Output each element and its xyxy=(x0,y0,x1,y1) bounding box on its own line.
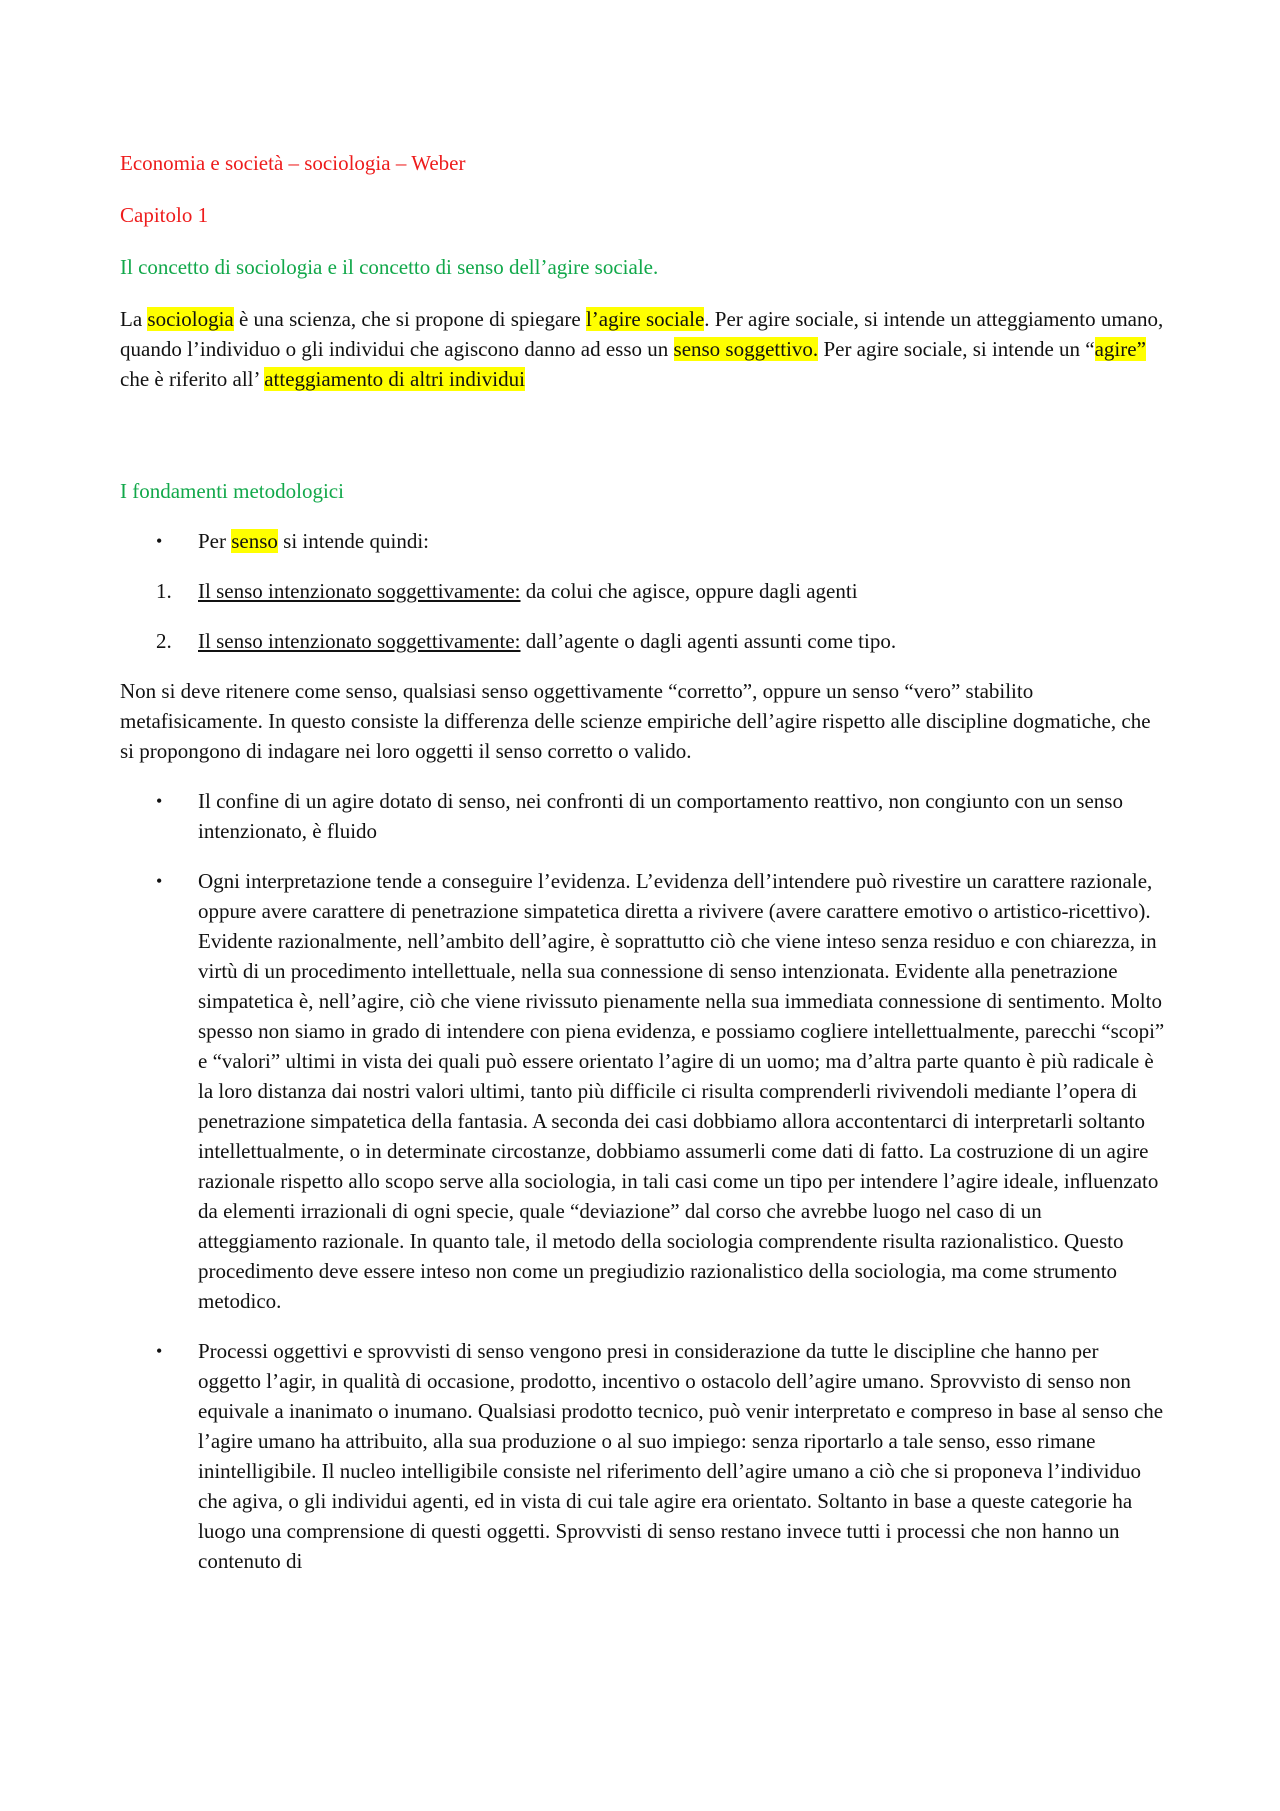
underlined-term: Il senso intenzionato soggettivamente: xyxy=(198,579,521,603)
bullet-item-confine xyxy=(120,786,1165,846)
item-number: 2. xyxy=(156,629,172,653)
highlight-agire: agire” xyxy=(1094,337,1146,361)
item-text: da colui che agisce, oppure dagli agenti xyxy=(520,579,858,603)
senso-text-post: si intende quindi: xyxy=(277,529,429,553)
highlight-agire-sociale: l’agire sociale xyxy=(585,307,705,331)
numbered-item-1 xyxy=(120,576,1165,606)
intro-text-5: che è riferito all’ xyxy=(120,367,265,391)
highlight-sociologia: sociologia xyxy=(147,307,234,331)
intro-text-3: . Per agire sociale, si intende un atteggiamento umano, quando l’individuo o gli individui che agiscono danno ad esso un xyxy=(120,307,1164,361)
bullet-text: Processi oggettivi e sprovvisti di senso vengono presi in considerazione da tutte le discipline che hanno per oggetto l’agir, in qualità di occasione, prodotto, incentivo o ostacolo dell’agire umano. Sprovvisto di senso non equivale a inanimato o inumano. Qualsiasi prodotto tecnico, può venir interpretato e compreso in base al senso che l’agire umano ha attribuito, alla sua produzione o al suo impiego: senza riportarlo a tale senso, esso rimane inintelligibile. Il nucleo intelligibile consiste nel riferimento dell’agire umano a ciò che si proponeva l’individuo che agiva, o gli individui agenti, ed in vista di cui tale agire era orientato. Soltanto in base a queste categorie ha luogo una comprensione di questi oggetti. Sprovvisti di senso restano invece tutti i processi che non hanno un contenuto di xyxy=(198,1339,1164,1573)
bullet-marker: • xyxy=(156,871,163,891)
bullet-marker: • xyxy=(156,531,163,551)
list-item-senso xyxy=(120,526,1165,556)
section-heading-concept: Il concetto di sociologia e il concetto di senso dell’agire sociale. xyxy=(120,255,659,279)
bullet-marker: • xyxy=(156,1341,163,1361)
bullet-item-processi xyxy=(120,1336,1165,1576)
highlight-senso: senso xyxy=(231,529,278,553)
bullet-marker: • xyxy=(156,791,163,811)
highlight-senso-soggettivo: senso soggettivo. xyxy=(673,337,819,361)
document-title: Economia e società – sociologia – Weber xyxy=(120,151,466,175)
numbered-item-2 xyxy=(120,626,1165,656)
bullet-text: Ogni interpretazione tende a conseguire l’evidenza. L’evidenza dell’intendere può rivestire un carattere razionale, oppure avere carattere di penetrazione simpatetica diretta a rivivere (avere carattere emotivo o artistico-ricettivo). Evidente razionalmente, nell’ambito dell’agire, è soprattutto ciò che viene inteso senza residuo e con chiarezza, in virtù di un procedimento intellettuale, nella sua connessione di senso intenzionata. Evidente alla penetrazione simpatetica è, nell’agire, ciò che viene rivissuto pienamente nella sua immediata connessione di sentimento. Molto spesso non siamo in grado di intendere con piena evidenza, e possiamo cogliere intellettualmente, parecchi “scopi” e “valori” ultimi in vista dei quali può essere orientato l’agire di un uomo; ma d’altra parte quanto è più radicale è la loro distanza dai nostri valori ultimi, tanto più difficile ci risulta comprenderli rivivendoli mediante l’opera di penetrazione simpatetica della fantasia. A seconda dei casi dobbiamo allora accontentarci di interpretarli soltanto intellettualmente, o in determinate circostanze, dobbiamo assumerli come dati di fatto. La costruzione di un agire razionale rispetto allo scopo serve alla sociologia, in tali casi come un tipo per intendere l’agire ideale, influenzato da elementi irrazionali di ogni specie, quale “deviazione” dal corso che avrebbe luogo nel caso di un atteggiamento razionale. In quanto tale, il metodo della sociologia comprendente risulta razionalistico. Questo procedimento deve essere inteso non come un pregiudizio razionalistico della sociologia, ma come strumento metodico. xyxy=(198,869,1165,1313)
paragraph-senso-oggettivo: Non si deve ritenere come senso, qualsiasi senso oggettivamente “corretto”, oppure un senso “vero” stabilito metafisicamente. In questo consiste la differenza delle scienze empiriche dell’agire rispetto alle discipline dogmatiche, che si propongono di indagare nei loro oggetti il senso corretto o valido. xyxy=(120,679,1151,763)
intro-text-4: Per agire sociale, si intende un “ xyxy=(818,337,1095,361)
intro-paragraph xyxy=(120,304,1165,394)
item-text: dall’agente o dagli agenti assunti come tipo. xyxy=(520,629,897,653)
underlined-term: Il senso intenzionato soggettivamente: xyxy=(198,629,521,653)
section-heading-fondamenti: I fondamenti metodologici xyxy=(120,479,344,503)
bullet-item-interpretazione xyxy=(120,866,1165,1316)
intro-text-2: è una scienza, che si propone di spiegare xyxy=(233,307,586,331)
intro-text-1: La xyxy=(120,307,148,331)
bullet-text: Il confine di un agire dotato di senso, nei confronti di un comportamento reattivo, non congiunto con un senso intenzionato, è fluido xyxy=(198,789,1123,843)
chapter-heading: Capitolo 1 xyxy=(120,203,209,227)
highlight-atteggiamento: atteggiamento di altri individui xyxy=(264,367,525,391)
senso-text-pre: Per xyxy=(198,529,232,553)
item-number: 1. xyxy=(156,579,172,603)
